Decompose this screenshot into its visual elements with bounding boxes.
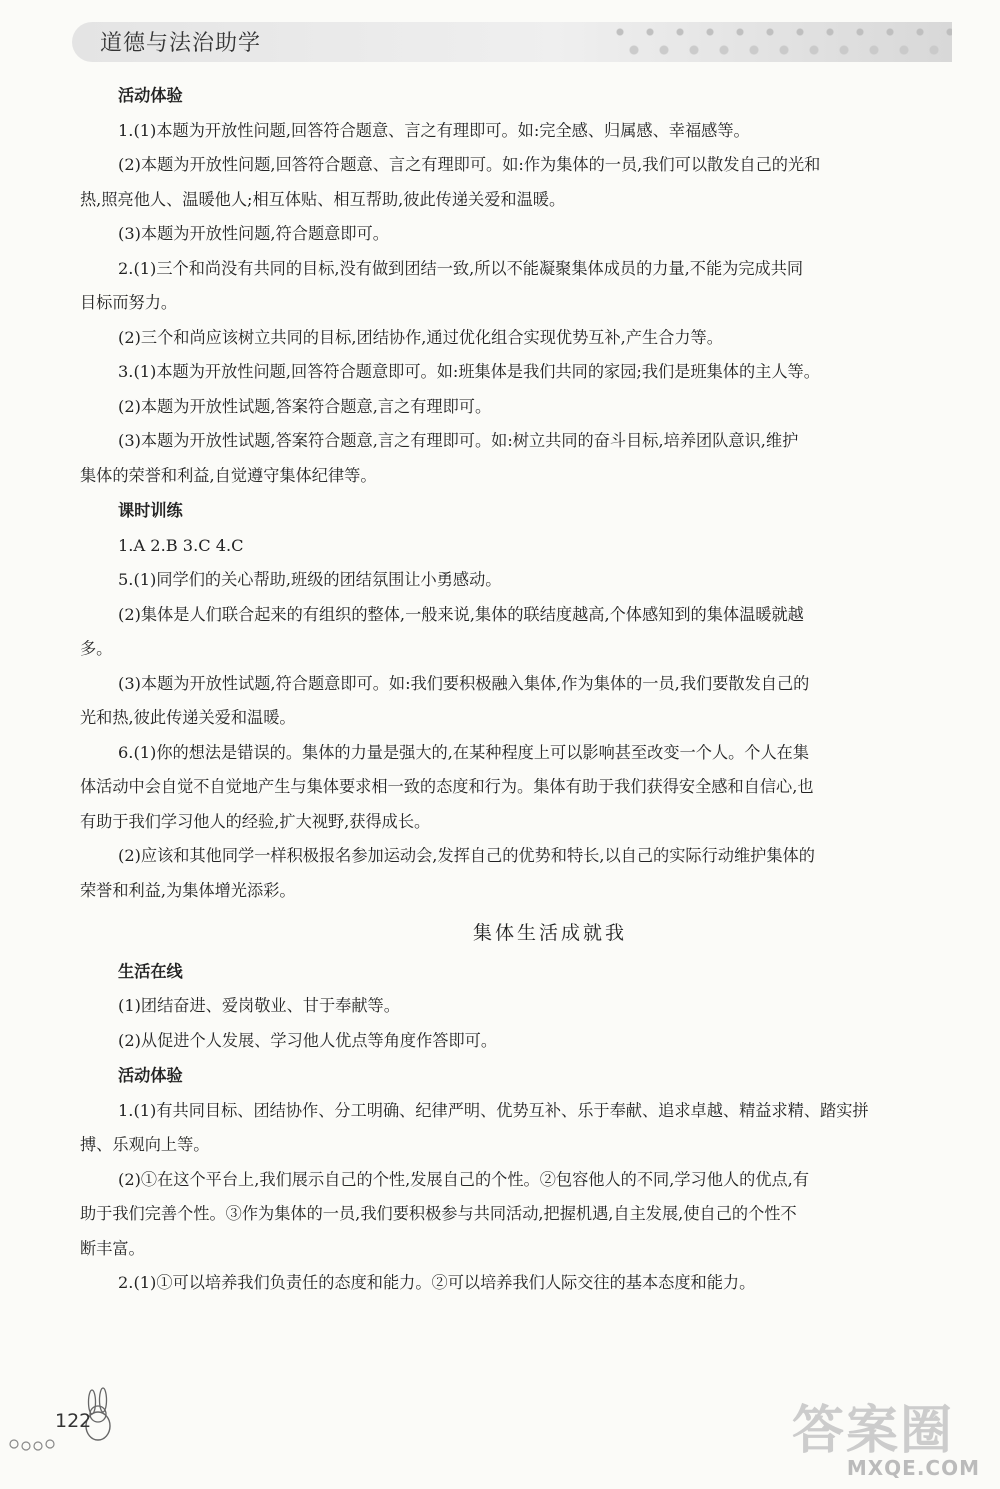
answer-content [80, 78, 940, 1301]
answer-line: 1.A 2.B 3.C 4.C [118, 535, 244, 555]
answer-line: (2)本题为开放性问题,回答符合题意、言之有理即可。如:作为集体的一员,我们可以散发自己的光和 [118, 155, 821, 174]
answer-line: 有助于我们学习他人的经验,扩大视野,获得成长。 [80, 811, 431, 831]
answer-line: 6.(1)你的想法是错误的。集体的力量是强大的,在某种程度上可以影响甚至改变一个人。个人在集 [118, 742, 810, 762]
answer-line: 助于我们完善个性。③作为集体的一员,我们要积极参与共同活动,把握机遇,自主发展,使自己的个性不 [80, 1204, 797, 1223]
answer-line: 光和热,彼此传递关爱和温暖。 [80, 708, 296, 727]
header-decoration [612, 22, 952, 62]
answer-line: (2)本题为开放性试题,答案符合题意,言之有理即可。 [118, 396, 492, 416]
answer-line: 1.(1)本题为开放性问题,回答符合题意、言之有理即可。如:完全感、归属感、幸福感等。 [118, 120, 750, 140]
answer-line: (2)从促进个人发展、学习他人优点等角度作答即可。 [118, 1030, 498, 1050]
answer-line: 5.(1)同学们的关心帮助,班级的团结氛围让小勇感动。 [118, 570, 502, 589]
answer-line: (2)应该和其他同学一样积极报名参加运动会,发挥自己的优势和特长,以自己的实际行动维护集体的 [118, 846, 815, 865]
watermark-logo: 答案圈 [791, 1401, 954, 1461]
answer-line: 2.(1)①可以培养我们负责任的态度和能力。②可以培养我们人际交往的基本态度和能力。 [118, 1273, 756, 1292]
answer-line: (2)①在这个平台上,我们展示自己的个性,发展自己的个性。②包容他人的不同,学习他人的优点,有 [118, 1169, 810, 1189]
answer-line: 搏、乐观向上等。 [80, 1135, 210, 1154]
section-heading: 活动体验 [118, 1066, 183, 1085]
answer-line: 多。 [80, 639, 113, 658]
chapter-title: 集体生活成就我 [472, 922, 627, 944]
answer-line: 荣誉和利益,为集体增光添彩。 [80, 880, 296, 900]
answer-line: 1.(1)有共同目标、团结协作、分工明确、纪律严明、优势互补、乐于奉献、追求卓越、精益求精、踏实拼 [118, 1100, 869, 1120]
answer-line: 3.(1)本题为开放性问题,回答符合题意即可。如:班集体是我们共同的家园;我们是班集体的主人等。 [118, 362, 820, 381]
answer-line: 体活动中会自觉不自觉地产生与集体要求相一致的态度和行为。集体有助于我们获得安全感和自信心,也 [80, 777, 814, 796]
answer-line: (3)本题为开放性问题,符合题意即可。 [118, 224, 389, 243]
answer-line: 断丰富。 [80, 1238, 145, 1258]
answer-line: 集体的荣誉和利益,自觉遵守集体纪律等。 [80, 465, 377, 485]
page-footer [0, 1378, 1000, 1489]
watermark-site: MXQE.COM [846, 1456, 980, 1480]
section-heading: 生活在线 [118, 961, 183, 981]
watermark [742, 1388, 992, 1484]
answer-line: 目标而努力。 [80, 293, 178, 312]
answer-line: (1)团结奋进、爱岗敬业、甘于奉献等。 [118, 996, 400, 1015]
answer-line: 2.(1)三个和尚没有共同的目标,没有做到团结一致,所以不能凝聚集体成员的力量,不能为完成共同 [118, 258, 804, 278]
answer-line: (3)本题为开放性试题,答案符合题意,言之有理即可。如:树立共同的奋斗目标,培养团队意识,维护 [118, 431, 799, 450]
section-heading: 活动体验 [118, 86, 183, 105]
answer-line: (2)三个和尚应该树立共同的目标,团结协作,通过优化组合实现优势互补,产生合力等。 [118, 327, 723, 347]
answer-line: 热,照亮他人、温暖他人;相互体贴、相互帮助,彼此传递关爱和温暖。 [80, 189, 566, 209]
section-heading: 课时训练 [118, 501, 183, 520]
header-title: 道德与法治助学 [100, 31, 262, 56]
answer-line: (2)集体是人们联合起来的有组织的整体,一般来说,集体的联结度越高,个体感知到的集体温暖就越 [118, 604, 804, 624]
page-number: 122 [55, 1410, 92, 1432]
page-header [72, 22, 952, 62]
answer-line: (3)本题为开放性试题,符合题意即可。如:我们要积极融入集体,作为集体的一员,我们要散发自己的 [118, 673, 810, 693]
